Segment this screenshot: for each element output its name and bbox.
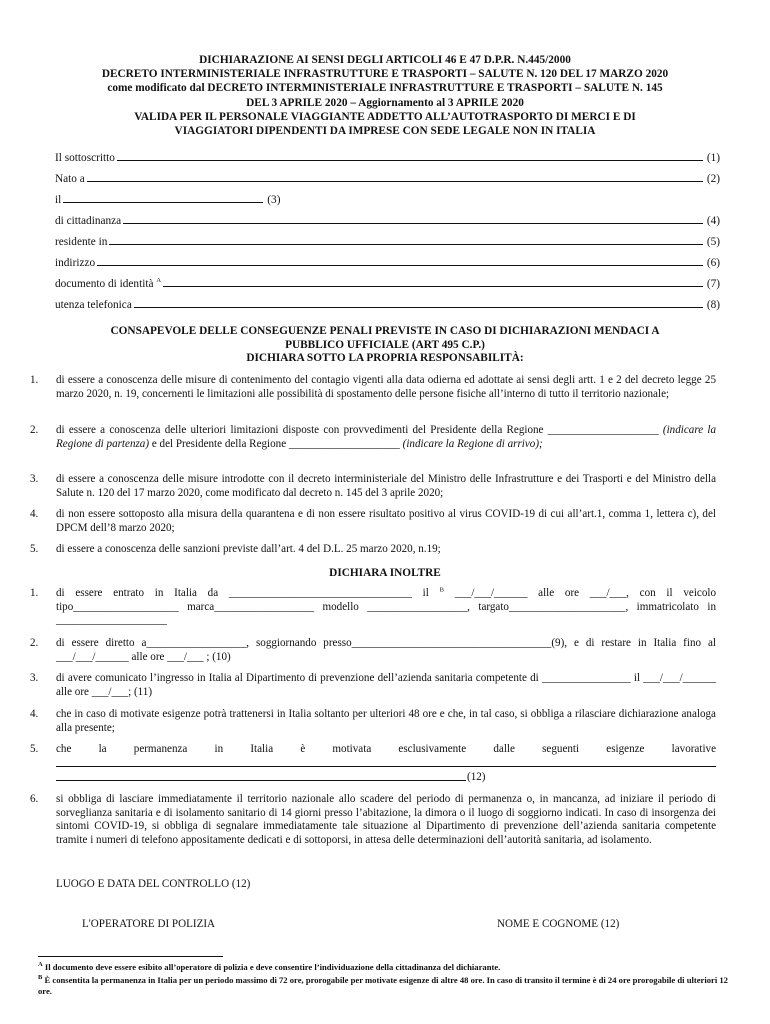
footnote-mark: A [38, 961, 43, 969]
item-number: 6. [30, 793, 39, 805]
field-label: indirizzo [55, 257, 96, 269]
field-residenza[interactable] [55, 234, 720, 248]
field-telefono[interactable] [55, 297, 720, 311]
further-item [30, 708, 716, 735]
item-text: di essere a conoscenza delle misure introdotte con il decreto interministeriale del Ministro delle Infrastrutture e dei Trasporti e del Ministro della Salute n. 120 del 17 marzo 2020, come modificato dal decreto n. 145 del 3 aprile 2020; [56, 473, 716, 499]
fill-line[interactable] [56, 780, 466, 781]
declaration-item [30, 473, 716, 500]
item-text: che la permanenza in Italia è motivata esclusivamente dalle seguenti esigenze lavorative [56, 743, 716, 755]
field-cittadinanza[interactable] [55, 213, 720, 227]
item-text: di non essere sottoposto alla misura della quarantena e di non essere risultato positivo al virus COVID-19 di cui all’art.1, comma 1, lettera c), del DPCM dell’8 marzo 2020; [56, 508, 716, 534]
field-label: Nato a [55, 173, 85, 185]
field-number: (5) [706, 236, 720, 248]
field-number: (1) [706, 152, 720, 164]
item-text: di avere comunicato l’ingresso in Italia al Dipartimento di prevenzione dell’azienda sanitaria competente di ________________ il ___/___/______ alle ore ___/___; (11) [56, 672, 716, 698]
item-text-part: di essere entrato in Italia da _________________________________ il [56, 587, 429, 599]
further-item [30, 743, 716, 757]
header-line: come modificato dal DECRETO INTERMINISTERIALE INFRASTRUTTURE E TRASPORTI – SALUTE N. 145 [107, 82, 663, 95]
footnote-mark: B [38, 974, 43, 982]
field-label-text: documento di identità [55, 278, 154, 290]
item-hint: (indicare la Regione di partenza) [56, 424, 717, 450]
field-indirizzo[interactable] [55, 255, 720, 269]
further-item [30, 672, 716, 699]
further-item [30, 587, 716, 628]
name-label: NOME E COGNOME (12) [497, 918, 620, 930]
header-line: DEL 3 APRILE 2020 – Aggiornamento al 3 APRILE 2020 [246, 96, 524, 109]
fill-line[interactable] [56, 766, 716, 767]
section-line: DICHIARA SOTTO LA PROPRIA RESPONSABILITÀ: [246, 352, 524, 364]
item-number: 4. [30, 708, 39, 720]
footnote-divider [38, 956, 223, 957]
field-label: il [55, 194, 62, 206]
header-line: VALIDA PER IL PERSONALE VIAGGIANTE ADDETTO ALL’AUTOTRASPORTO DI MERCI E DI [134, 110, 636, 123]
operator-label: L'OPERATORE DI POLIZIA [82, 918, 216, 930]
fill-line[interactable] [97, 264, 703, 266]
section-heading-inoltre: DICHIARA INOLTRE [329, 567, 441, 579]
header-line: DECRETO INTERMINISTERIALE INFRASTRUTTURE E TRASPORTI – SALUTE N. 120 DEL 17 MARZO 2020 [101, 68, 669, 81]
field-label [55, 278, 161, 290]
item-number: 1. [30, 587, 39, 599]
item-number: 5. [30, 743, 39, 755]
field-number: (6) [706, 257, 720, 269]
item-text [56, 424, 716, 451]
place-date-label: LUOGO E DATA DEL CONTROLLO (12) [56, 878, 251, 890]
field-sottoscritto[interactable] [55, 150, 720, 164]
field-nato-a[interactable] [55, 171, 720, 185]
item-text [56, 587, 716, 628]
field-data-nascita[interactable] [55, 192, 720, 206]
fill-line[interactable] [117, 159, 703, 161]
fill-line[interactable] [134, 306, 703, 308]
section-line: PUBBLICO UFFICIALE (ART 495 C.P.) [285, 338, 485, 351]
field-number: (7) [706, 278, 720, 290]
further-item [30, 637, 716, 664]
section-line: CONSAPEVOLE DELLE CONSEGUENZE PENALI PREVISTE IN CASO DI DICHIARAZIONI MENDACI A [110, 325, 660, 337]
footnote [38, 962, 728, 973]
declaration-item [30, 508, 716, 535]
document-header [30, 53, 740, 138]
declaration-item [30, 374, 716, 401]
item-text: si obbliga di lasciare immediatamente il territorio nazionale allo scadere del periodo di permanenza o, in mancanza, ad iniziare il periodo di sorveglianza sanitaria e di isolamento sanitario di 14 giorni presso l’abitazione, la dimora o il luogo di soggiorno indicati. In caso di insorgenza dei sintomi COVID-19, si obbliga di segnalare immediatamente tale situazione al Dipartimento di prevenzione dell’azienda sanitaria competente tramite i numeri di telefono appositamente dedicati e di sottoporsi, in attesa delle determinazioni dell’autorità sanitaria, ad isolamento. [56, 793, 716, 846]
field-documento[interactable] [55, 276, 720, 290]
footnote-text: Il documento deve essere esibito all’operatore di polizia e deve consentire l’individuazione della cittadinanza del dichiarante. [44, 962, 501, 972]
item-text: di essere diretto a__________________, soggiornando presso____________________________________(9), e di restare in Italia fino al ___/___/______ alle ore ___/___ ; (10) [56, 637, 716, 663]
item-hint: (indicare la Regione di arrivo); [402, 437, 543, 450]
fill-line[interactable] [163, 285, 703, 287]
footnote-ref: A [156, 277, 162, 285]
field-label: Il sottoscritto [55, 152, 115, 164]
item-text: che in caso di motivate esigenze potrà trattenersi in Italia soltanto per ulteriori 48 ore e che, in tal caso, si obbliga a rilasciare dichiarazione analoga alla presente; [56, 708, 716, 734]
field-number: (3) [267, 194, 281, 206]
footnote [38, 975, 728, 997]
fill-line[interactable] [109, 243, 702, 245]
item-text-part: di essere a conoscenza delle ulteriori limitazioni disposte con provvedimenti del Presidente della Regione ____________________ [56, 424, 659, 436]
fill-line[interactable] [63, 201, 263, 203]
fill-line[interactable] [87, 180, 703, 182]
field-label: residente in [55, 236, 108, 248]
item-text-part: ___/___/______ alle ore ___/___, con il veicolo tipo___________________ marca__________________ modello __________________, targato_____________________, immatricolato in ____________________ [56, 587, 716, 627]
item-number: 3. [30, 672, 39, 684]
footnote-ref: B [439, 586, 444, 594]
field-label: utenza telefonica [55, 299, 132, 311]
further-item [30, 793, 716, 847]
declaration-item [30, 543, 716, 557]
item-number: 4. [30, 508, 39, 520]
item-number: 3. [30, 473, 39, 485]
header-line: DICHIARAZIONE AI SENSI DEGLI ARTICOLI 46 E 47 D.P.R. N.445/2000 [199, 54, 571, 66]
footnote-text: È consentita la permanenza in Italia per un periodo massimo di 72 ore, prorogabile per motivate esigenze di altre 48 ore. In caso di transito il termine è di 24 ore prorogabile di ulteriori 12 ore. [38, 975, 728, 996]
fill-line[interactable] [123, 222, 703, 224]
item-number: 2. [30, 637, 39, 649]
field-number: (2) [706, 173, 720, 185]
field-number: (4) [706, 215, 720, 227]
field-label: di cittadinanza [55, 215, 122, 227]
item-text: di essere a conoscenza delle sanzioni previste dall’art. 4 del D.L. 25 marzo 2020, n.19; [56, 543, 441, 555]
item-text-part: e del Presidente della Regione ____________________ [151, 437, 400, 450]
item-number: 5. [30, 543, 39, 555]
declaration-item [30, 424, 716, 451]
section-heading [30, 325, 740, 366]
field-number: (8) [706, 299, 720, 311]
item-ref-number: (12) [467, 771, 486, 783]
item-number: 2. [30, 424, 39, 436]
header-line: VIAGGIATORI DIPENDENTI DA IMPRESE CON SEDE LEGALE NON IN ITALIA [174, 125, 596, 138]
item-number: 1. [30, 374, 39, 386]
item-text: di essere a conoscenza delle misure di contenimento del contagio vigenti alla data odierna ed adottate ai sensi degli artt. 1 e 2 del decreto legge 25 marzo 2020, n. 19, concernenti le limitazioni alle possibilità di spostamento delle persone fisiche all’interno di tutto il territorio nazionale; [56, 374, 716, 400]
